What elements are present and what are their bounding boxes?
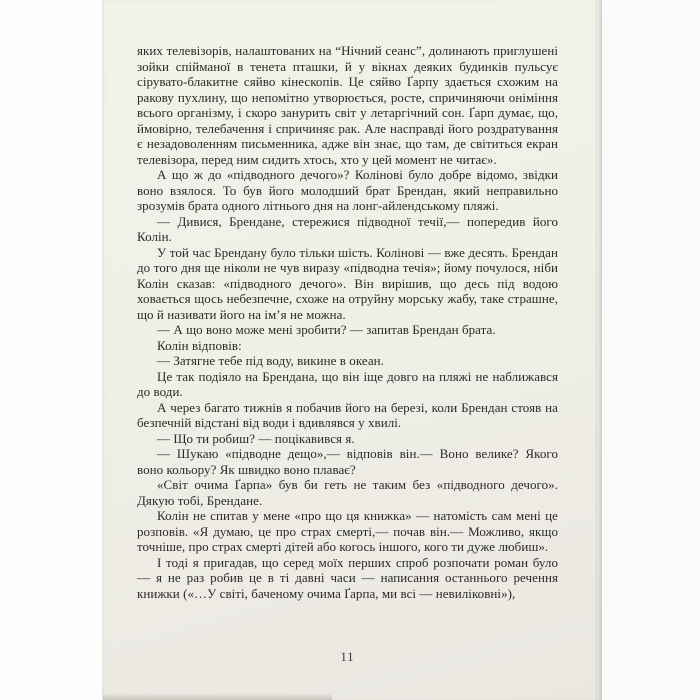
paragraph: — Дивися, Брендане, стережися підводної течії,— попередив його Колін. bbox=[137, 213, 558, 244]
paragraph: — Що ти робиш? — поцікавився я. bbox=[157, 430, 355, 446]
book-page bbox=[102, 0, 602, 700]
paragraph: — Шукаю «підводне дещо»,— відповів він.— Воно велике? Якого воно кольору? Як швидко воно плаває? bbox=[137, 446, 558, 477]
page-number: 11 bbox=[340, 650, 355, 664]
paragraph: А що ж до «підводного дечого»? Колінові було добре відомо, звідки воно взялося. То був його молодший брат Брендан, який неправильно зрозумів брата одного літнього дня на лонг-айлендському пляжі. bbox=[137, 167, 558, 213]
paragraph: «Світ очима Ґарпа» був би геть не таким без «підводного дечого». Дякую тобі, Брендане. bbox=[137, 477, 558, 508]
paragraph: Колін не спитав у мене «про що ця книжка» — натомість сам мені це розповів. «Я думаю, це про страх смерті,— почав він.— Можливо, якщо точніше, про страх смерті дітей або когось іншого, кого ти дуже любиш». bbox=[137, 508, 558, 554]
paragraph: яких телевізорів, налаштованих на “Нічний сеанс”, долинають приглушені зойки спійманої в тенета пташки, й у вікнах деяких будинків пульсує сірувато-блакитне сяйво кінескопів. Це сяйво Ґарпу здається схожим на ракову пухлину, що непомітно утворюється, росте, спричиняючи оніміння всього організму, і скоро занурить світ у летаргічний сон. Ґарп думає, що, ймовірно, телебачення і спричиняє рак. Але насправді його роздратування є незадоволенням письменника, адже він знає, що там, де світиться екран телевізора, перед ним сидить хтось, хто у цей момент не читає». bbox=[137, 43, 558, 167]
paragraph: У той час Брендану було тільки шість. Колінові — вже десять. Брендан до того дня ще ніколи не чув виразу «підводна течія»; йому почулося, ніби Колін сказав: «підводного дечого». Він вирішив, що десь під водою ховається щось небезпечне, схоже на отруйну морську жабу, таке страшне, що й називати його на ім’я не можна. bbox=[137, 244, 558, 322]
paragraph: І тоді я пригадав, що серед моїх перших спроб розпочати роман було — я не раз робив це в ті давні часи — написання останнього речення книжки («…У світі, баченому очима Ґарпа, ми всі — невиліковні»), bbox=[137, 554, 558, 601]
paragraph: — Затягне тебе під воду, викине в океан. bbox=[157, 353, 384, 368]
paragraph: Колін відповів: bbox=[157, 337, 242, 353]
paragraph: А через багато тижнів я побачив його на березі, коли Брендан стояв на безпечній відстані від води і вдивлявся у хвилі. bbox=[137, 399, 558, 430]
paragraph: Це так подіяло на Брендана, що він іще довго на пляжі не наближався до води. bbox=[137, 368, 558, 399]
page-text bbox=[137, 43, 558, 601]
paragraph: — А що воно може мені зробити? — запитав Брендан брата. bbox=[157, 322, 496, 337]
